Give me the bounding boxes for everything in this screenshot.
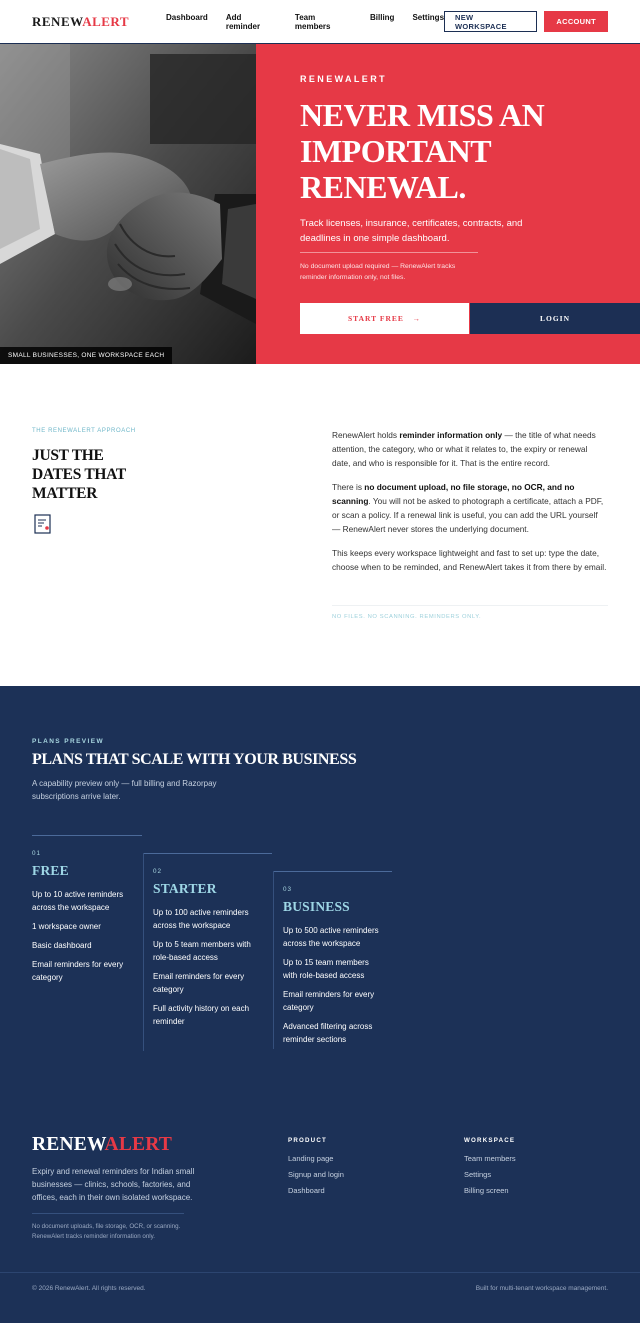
hero-title (300, 97, 630, 205)
nav-link-dashboard[interactable]: Dashboard (166, 12, 208, 22)
nav-link-settings[interactable]: Settings (412, 12, 445, 22)
plan-feature: Full activity history on each reminder (153, 1004, 250, 1026)
footer-product-column (288, 1137, 344, 1202)
footer-brand-logo[interactable] (32, 1134, 172, 1156)
plan-feature: Up to 10 active reminders across the workspace (32, 890, 124, 912)
approach-title-line-1: JUST THE (32, 447, 104, 464)
login-button[interactable]: LOGIN (470, 303, 640, 334)
top-nav (0, 0, 640, 44)
footer-link-billing-screen[interactable]: Billing screen (464, 1186, 509, 1195)
nav-link-add-reminder[interactable]: Add reminder (225, 12, 261, 31)
footer-brand-renew: RENEW (32, 1134, 105, 1155)
nav-link-team-members[interactable]: Team members (294, 12, 331, 31)
approach-p2-text-end: . You will not be asked to photograph a certificate, attach a PDF, or scan a policy. If a renewal link is useful, you can add the URL yourself — RenewAlert never stores the underlying document. (332, 496, 604, 534)
plan-feature: Up to 15 team members with role-based access (283, 958, 369, 980)
plan-name: STARTER (153, 881, 217, 896)
plan-feature: Email reminders for every category (32, 960, 124, 982)
hero-note: No document upload required — RenewAlert tracks reminder information only, not files. (300, 263, 456, 281)
footer-link-settings[interactable]: Settings (464, 1170, 492, 1179)
handshake-illustration (0, 44, 256, 364)
plan-separator (273, 871, 274, 1049)
footer-divider (32, 1213, 184, 1214)
approach-divider (332, 605, 608, 606)
footer-link-signup-login[interactable]: Signup and login (288, 1170, 344, 1179)
account-button[interactable]: ACCOUNT (544, 11, 608, 32)
approach-p1-text-end: — the title of what needs attention, the category, who or what it relates to, the expiry or renewal date, and who is responsible for it. That is the entire record. (332, 430, 596, 468)
hero-divider (300, 252, 478, 253)
new-workspace-button[interactable]: NEW WORKSPACE (444, 11, 537, 32)
site-footer (0, 1112, 640, 1323)
plans-section (0, 686, 640, 1112)
plans-title: PLANS THAT SCALE WITH YOUR BUSINESS (32, 751, 357, 768)
approach-p1-text: RenewAlert holds (332, 430, 400, 440)
footer-product-heading: PRODUCT (288, 1137, 327, 1144)
approach-paragraph-3: This keeps every workspace lightweight and fast to set up: type the date, choose when to be reminded, and RenewAlert takes it from there by email. (332, 548, 607, 572)
plan-content (143, 868, 273, 1028)
start-free-button[interactable] (300, 303, 469, 334)
approach-p2-text: There is (332, 482, 365, 492)
approach-paragraph-2 (332, 480, 608, 536)
hero-title-line-1: NEVER MISS AN (300, 97, 545, 133)
footer-copyright: © 2026 RenewAlert. All rights reserved. (32, 1285, 146, 1292)
plan-feature: Up to 5 team members with role-based access (153, 940, 251, 962)
plan-top-rule (32, 835, 142, 836)
brand-logo[interactable] (32, 14, 129, 30)
approach-kicker: THE RENEWALERT APPROACH (32, 428, 136, 434)
document-icon (34, 514, 52, 539)
plans-subtitle: A capability preview only — full billing and Razorpay subscriptions arrive later. (32, 779, 217, 801)
approach-title-line-3: MATTER (32, 485, 98, 502)
plan-top-rule (143, 853, 272, 854)
footer-built-for: Built for multi-tenant workspace management. (475, 1285, 608, 1292)
plans-kicker: PLANS PREVIEW (32, 738, 105, 745)
hero-handshake-image (0, 44, 256, 364)
plan-feature: Basic dashboard (32, 941, 92, 950)
plan-separator (143, 853, 144, 1051)
footer-bottom-divider (0, 1272, 640, 1273)
plan-features (283, 924, 403, 1046)
hero-kicker: RENEWALERT (300, 74, 387, 84)
plan-feature: Email reminders for every category (153, 972, 245, 994)
footer-link-landing-page[interactable]: Landing page (288, 1154, 334, 1163)
approach-paragraph-1 (332, 428, 608, 470)
footer-link-team-members[interactable]: Team members (464, 1154, 516, 1163)
plan-top-rule (273, 871, 392, 872)
footer-workspace-heading: WORKSPACE (464, 1137, 516, 1144)
plan-feature: Up to 500 active reminders across the workspace (283, 926, 379, 948)
plan-number: 01 (32, 850, 42, 857)
hero-image-caption: SMALL BUSINESSES, ONE WORKSPACE EACH (0, 347, 172, 364)
brand-alert: ALERT (82, 13, 130, 29)
arrow-right-icon: → (412, 314, 422, 323)
approach-p2-bold: no document upload, no file storage, no OCR, and no scanning (332, 482, 575, 506)
footer-description: Expiry and renewal reminders for Indian small businesses — clinics, schools, factories, and offices, each in their own isolated workspace. (32, 1167, 195, 1202)
approach-title (32, 446, 152, 503)
start-free-label: START FREE (347, 314, 404, 323)
plan-feature: 1 workspace owner (32, 922, 101, 931)
hero-panel (256, 44, 640, 364)
nav-buttons (444, 11, 608, 32)
footer-workspace-column (464, 1137, 516, 1202)
hero-title-line-3: RENEWAL. (300, 169, 466, 205)
plan-name: BUSINESS (283, 899, 350, 914)
brand-renew: RENEW (32, 13, 83, 29)
plan-number: 03 (283, 886, 293, 893)
footer-brand-alert: ALERT (104, 1134, 173, 1155)
plan-card-starter (143, 853, 273, 1034)
hero-title-line-2: IMPORTANT (300, 133, 492, 169)
plan-name: FREE (32, 863, 69, 878)
nav-link-billing[interactable]: Billing (370, 12, 395, 22)
plan-features (153, 906, 273, 1028)
footer-note: No document uploads, file storage, OCR, or scanning. RenewAlert tracks reminder information only. (32, 1223, 181, 1240)
nav-links (166, 13, 444, 31)
approach-footnote: NO FILES. NO SCANNING. REMINDERS ONLY. (332, 614, 482, 620)
hero-subtitle: Track licenses, insurance, certificates, contracts, and deadlines in one simple dashboard. (300, 218, 523, 244)
plan-feature: Up to 100 active reminders across the workspace (153, 908, 249, 930)
plan-number: 02 (153, 868, 163, 875)
plan-feature: Email reminders for every category (283, 990, 375, 1012)
approach-section (0, 364, 640, 686)
plan-card-business (273, 871, 403, 1052)
approach-p1-bold: reminder information only (399, 430, 503, 440)
approach-body (332, 428, 608, 584)
plan-content (273, 886, 403, 1046)
plan-feature: Advanced filtering across reminder sections (283, 1022, 373, 1044)
footer-link-dashboard[interactable]: Dashboard (288, 1186, 325, 1195)
hero-section (0, 44, 640, 364)
approach-title-line-2: DATES THAT (32, 466, 126, 483)
